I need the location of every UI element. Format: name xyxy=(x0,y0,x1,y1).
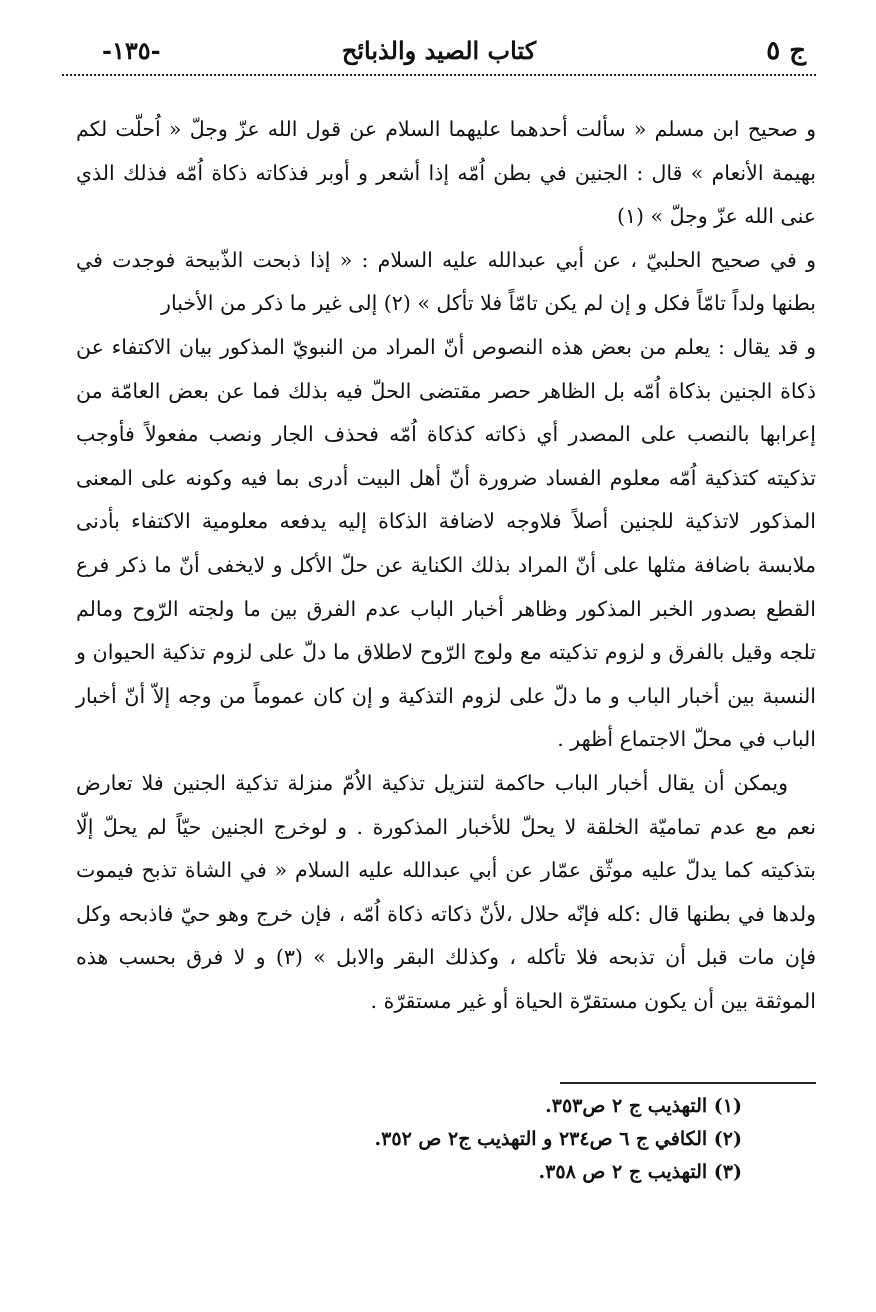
footnotes xyxy=(120,1090,742,1189)
page-number: -١٣٥- xyxy=(102,36,161,65)
paragraph: و قد يقال : يعلم من بعض هذه النصوص أنّ المراد من النبويّ المذكور بيان الاكتفاء عن ذكاة الجنين بذكاة اُمّه بل الظاهر حصر مقتضى الحلّ فيه بذلك فما عن بعض العامّة من إعرابها بالنصب على المصدر أي ذكاته كذكاة اُمّه فحذف الجار ونصب مفعولاً فأوجب تذكيته كتذكية اُمّه معلوم الفساد ضرورة أنّ أهل البيت أدرى بما فيه وكونه على المعنى المذكور لاتذكية للجنين أصلاً فلاوجه لاضافة الذكاة إليه يدفعه معلومية الاكتفاء بأدنى ملابسة باضافة مثلها على أنّ المراد بذلك الكناية عن حلّ الأكل و لايخفى أنّ ما ذكر فرع القطع بصدور الخبر المذكور وظاهر أخبار الباب عدم الفرق بين ما ولجته الرّوح ومالم تلجه وقيل بالفرق و لزوم تذكيته مع ولوج الرّوح لاطلاق ما دلّ على لزوم تذكية الحيوان و النسبة بين أخبار الباب و ما دلّ على لزوم التذكية و إن كان عموماً من وجه إلاّ أنّ أخبار الباب في محلّ الاجتماع أظهر . xyxy=(76,334,816,752)
chapter-title: كتاب الصيد والذبائح xyxy=(341,36,537,65)
paragraph: ويمكن أن يقال أخبار الباب حاكمة لتنزيل تذكية الاُمّ منزلة تذكية الجنين فلا تعارض نعم مع عدم تماميّة الخلقة لا يحلّ للأخبار المذكورة . و لوخرج الجنين حيّاً لم يحلّ إلّا بتذكيته كما يدلّ عليه موثّق عمّار عن أبي عبدالله عليه السلام « في الشاة تذبح فيموت ولدها في بطنها قال :كله فإنّه حلال ،لأنّ ذكاته ذكاة اُمّه ، فإن خرج وهو حيّ فاذبحه وكل فإن مات قبل أن تذبحه فلا تأكله ، وكذلك البقر والابل » (٣) و لا فرق بحسب هذه الموثقة بين أن يكون مستقرّة الحياة أو غير مستقرّة . xyxy=(76,770,816,1013)
footnote: (١) التهذيب ج ٢ ص٣٥٣. xyxy=(545,1095,742,1117)
footnote: (٣) التهذيب ج ٢ ص ٣٥٨. xyxy=(538,1161,742,1183)
volume-label: ج ٥ xyxy=(766,36,806,66)
paragraph: و في صحيح الحلبيّ ، عن أبي عبدالله عليه السلام : « إذا ذبحت الذّبيحة فوجدت في بطنها ولداً تامّاً فكل و إن لم يكن تامّاً فلا تأكل » (٢) إلى غير ما ذكر من الأخبار xyxy=(76,247,816,316)
main-text xyxy=(76,108,816,1023)
paragraph: و صحيح ابن مسلم « سألت أحدهما عليهما السلام عن قول الله عزّ وجلّ « اُحلّت لكم بهيمة الأنعام » قال : الجنين في بطن اُمّه إذا أشعر و أوبر فذكاته ذكاة اُمّه فذلك الذي عنى الله عزّ وجلّ » (١) xyxy=(76,117,816,229)
footnote: (٢) الكافي ج ٦ ص٢٣٤ و التهذيب ج٢ ص ٣٥٢. xyxy=(374,1128,742,1150)
footnote-divider xyxy=(560,1082,816,1084)
page-header xyxy=(62,30,816,76)
header-divider xyxy=(62,74,816,76)
